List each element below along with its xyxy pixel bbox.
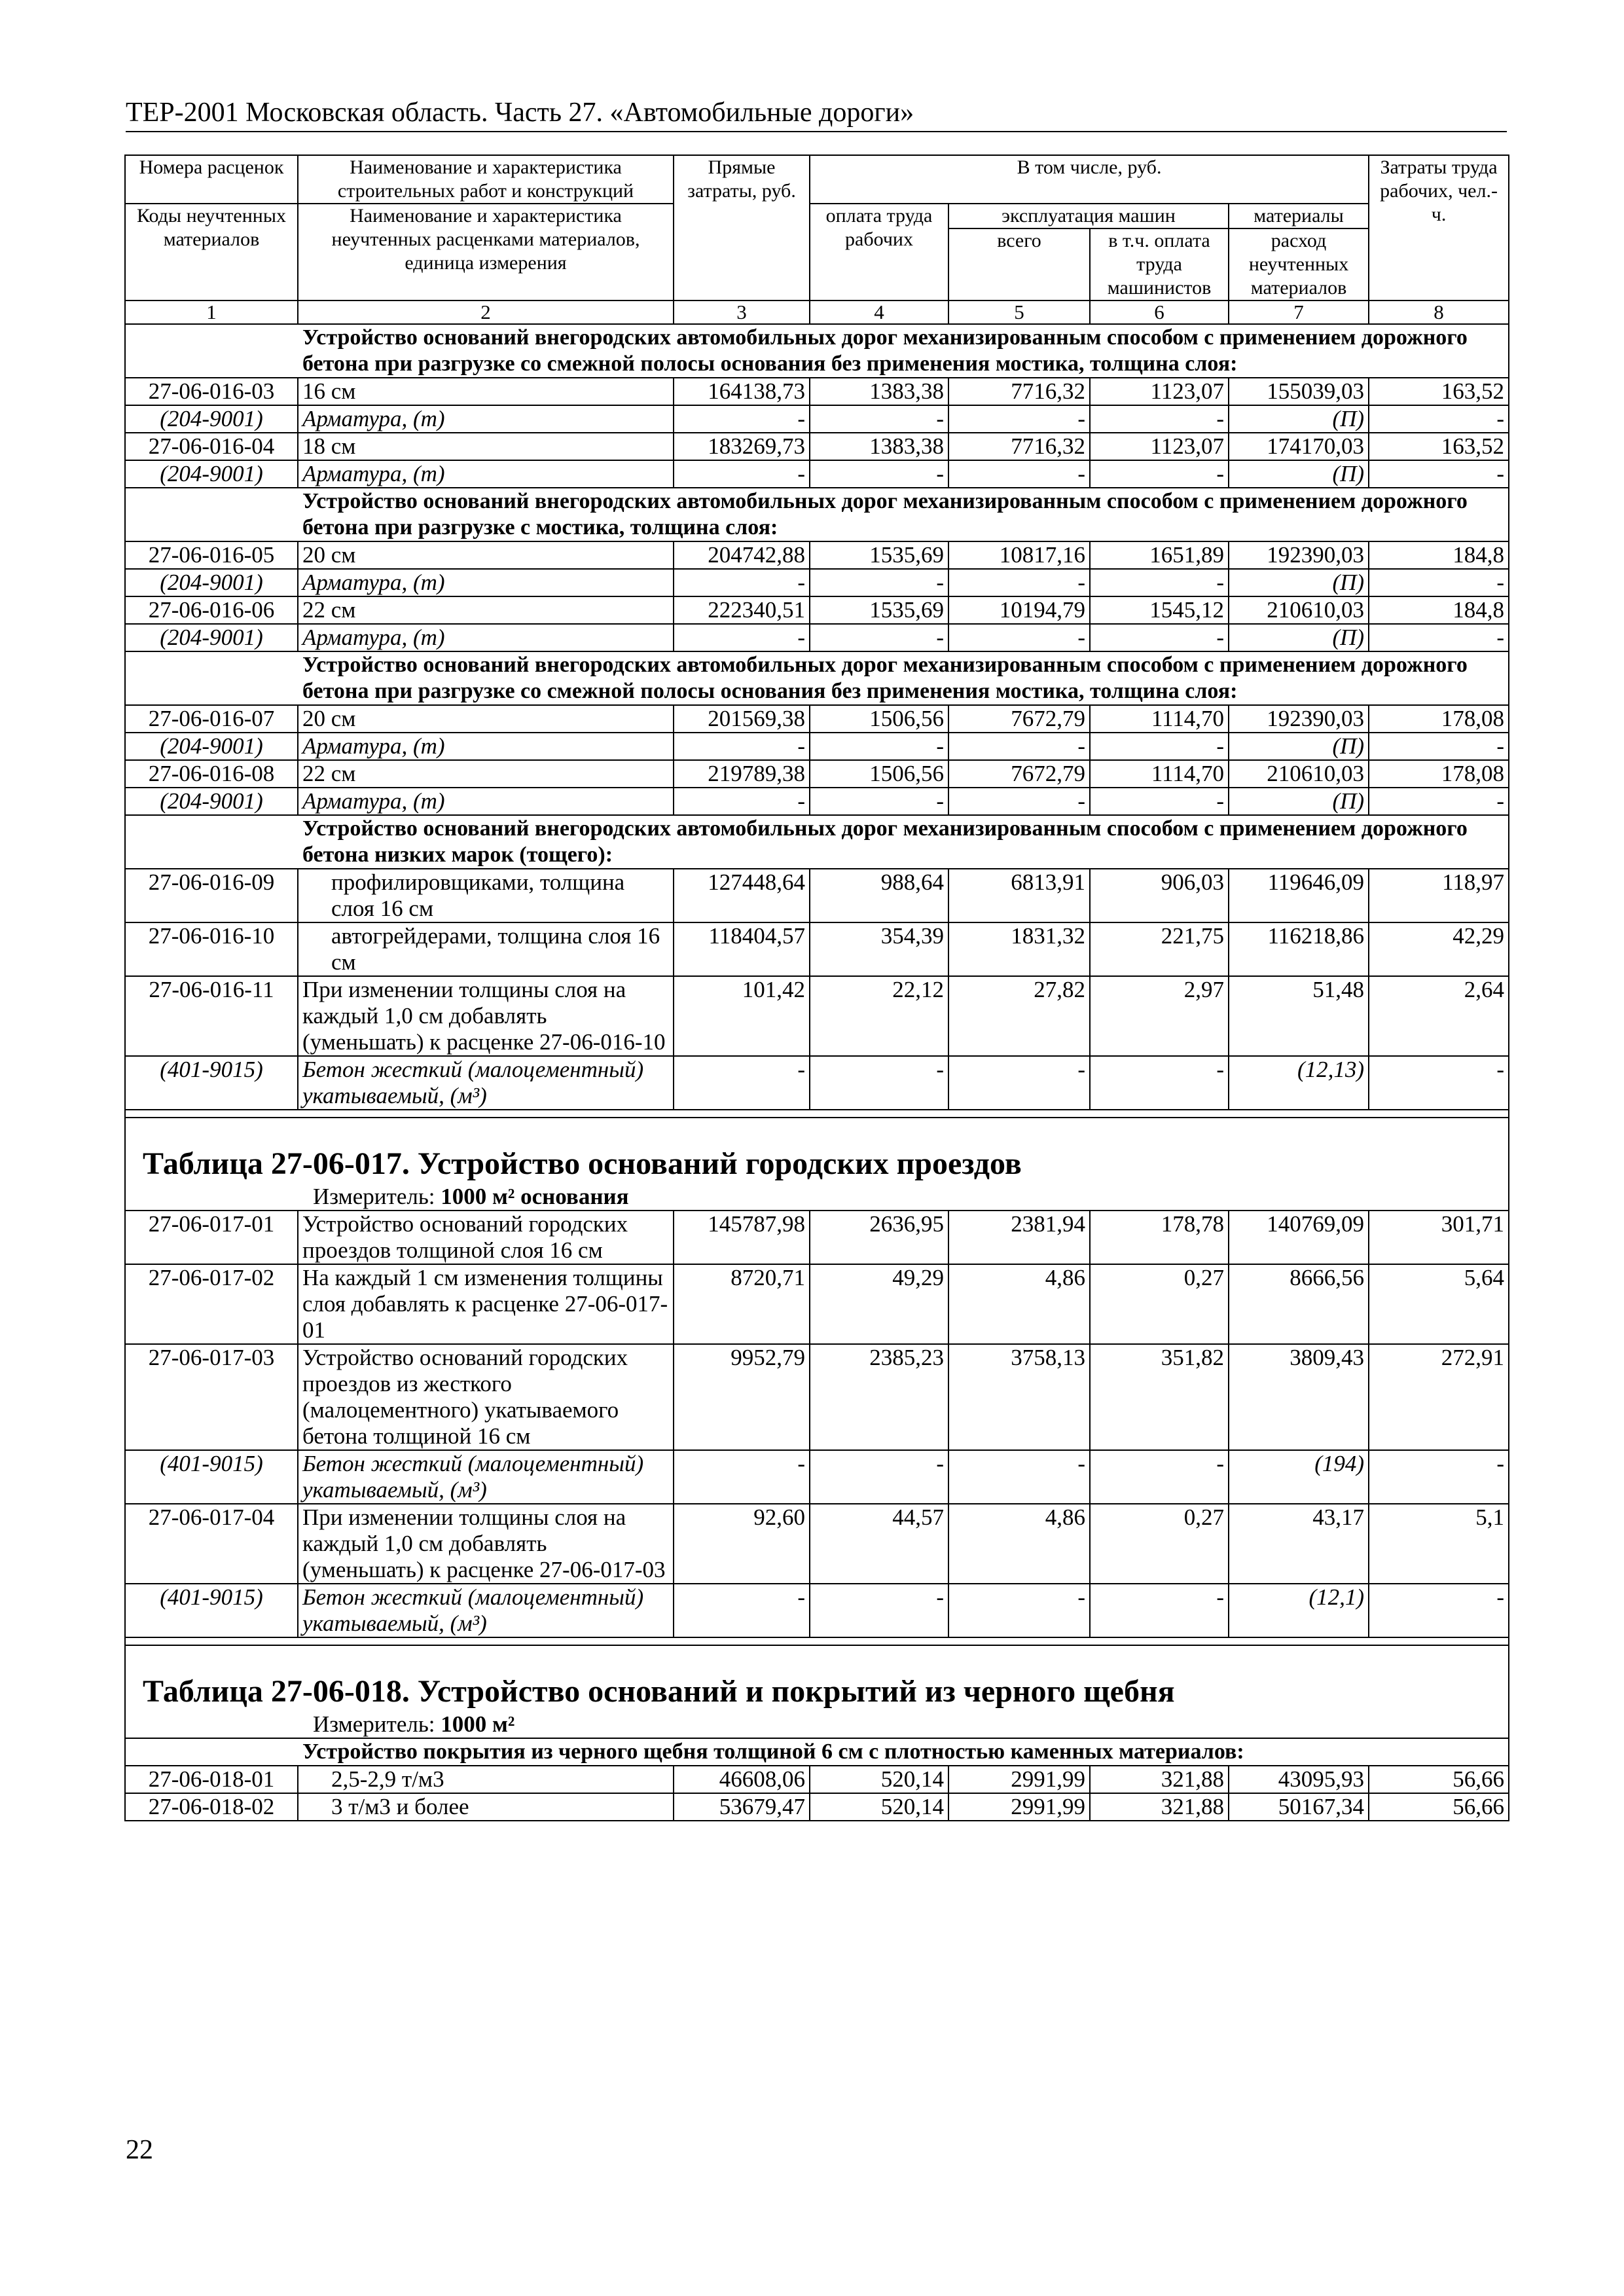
machines-cell: 7672,79 bbox=[948, 705, 1090, 733]
col-num: 6 bbox=[1090, 301, 1229, 324]
machinist-wages-cell: - bbox=[1090, 460, 1229, 488]
th-direct-costs: Прямые затраты, руб. bbox=[674, 155, 810, 301]
material-code: (401-9015) bbox=[125, 1056, 298, 1110]
material-code: (204-9001) bbox=[125, 569, 298, 596]
material-code: (204-9001) bbox=[125, 405, 298, 433]
machinist-wages-cell: 321,88 bbox=[1090, 1766, 1229, 1793]
materials-cell: (П) bbox=[1229, 405, 1369, 433]
page-number: 22 bbox=[126, 2135, 153, 2165]
machines-cell: - bbox=[948, 1584, 1090, 1637]
materials-cell: 50167,34 bbox=[1229, 1793, 1369, 1821]
machinist-wages-cell: - bbox=[1090, 1450, 1229, 1504]
machinist-wages-cell: - bbox=[1090, 1056, 1229, 1110]
material-row bbox=[125, 788, 1509, 815]
page-header: ТЕР-2001 Московская область. Часть 27. «Автомобильные дороги» bbox=[126, 96, 1507, 132]
machines-cell: 2991,99 bbox=[948, 1766, 1090, 1793]
rate-code: 27-06-016-06 bbox=[125, 596, 298, 624]
material-code: (204-9001) bbox=[125, 624, 298, 651]
material-row bbox=[125, 460, 1509, 488]
rate-code: 27-06-016-10 bbox=[125, 922, 298, 976]
direct-costs-cell: - bbox=[674, 1450, 810, 1504]
measure-label: Измеритель: bbox=[313, 1184, 441, 1209]
labor-cell: 301,71 bbox=[1369, 1211, 1509, 1264]
spacer bbox=[125, 1637, 1509, 1645]
labor-cell: 184,8 bbox=[1369, 596, 1509, 624]
th-machinist-wages: в т.ч. оплата труда машинистов bbox=[1090, 228, 1229, 301]
machines-cell: - bbox=[948, 569, 1090, 596]
machinist-wages-cell: 1123,07 bbox=[1090, 378, 1229, 405]
table-row bbox=[125, 976, 1509, 1056]
labor-cell: 56,66 bbox=[1369, 1766, 1509, 1793]
labor-cell: 56,66 bbox=[1369, 1793, 1509, 1821]
table-row bbox=[125, 541, 1509, 569]
th-machines-total: всего bbox=[948, 228, 1090, 301]
material-row bbox=[125, 405, 1509, 433]
labor-cell: 163,52 bbox=[1369, 378, 1509, 405]
direct-costs-cell: - bbox=[674, 624, 810, 651]
labor-cell: - bbox=[1369, 733, 1509, 760]
wages-cell: 1506,56 bbox=[810, 705, 948, 733]
labor-cell: 163,52 bbox=[1369, 433, 1509, 460]
work-name: 3 т/м3 и более bbox=[298, 1793, 674, 1821]
machines-cell: - bbox=[948, 1056, 1090, 1110]
wages-cell: - bbox=[810, 1450, 948, 1504]
labor-cell: - bbox=[1369, 1450, 1509, 1504]
th-material-use: расход неучтенных материалов bbox=[1229, 228, 1369, 301]
wages-cell: - bbox=[810, 733, 948, 760]
materials-cell: 51,48 bbox=[1229, 976, 1369, 1056]
rate-code: 27-06-016-08 bbox=[125, 760, 298, 788]
wages-cell: 2385,23 bbox=[810, 1344, 948, 1450]
rate-code: 27-06-017-03 bbox=[125, 1344, 298, 1450]
wages-cell: 988,64 bbox=[810, 869, 948, 922]
materials-cell: 192390,03 bbox=[1229, 541, 1369, 569]
col-num: 4 bbox=[810, 301, 948, 324]
section-title-row bbox=[125, 1738, 1509, 1766]
col-num: 2 bbox=[298, 301, 674, 324]
section-title: Устройство оснований внегородских автомобильных дорог механизированным способом с применением дорожного бетона низких марок (тощего): bbox=[125, 815, 1509, 869]
table-row bbox=[125, 705, 1509, 733]
machines-cell: - bbox=[948, 788, 1090, 815]
material-name: Арматура, (т) bbox=[298, 405, 674, 433]
wages-cell: 520,14 bbox=[810, 1793, 948, 1821]
work-name: 22 см bbox=[298, 596, 674, 624]
spacer-row bbox=[125, 1110, 1509, 1118]
materials-cell: 8666,56 bbox=[1229, 1264, 1369, 1344]
machines-cell: 7716,32 bbox=[948, 378, 1090, 405]
direct-costs-cell: - bbox=[674, 405, 810, 433]
table017-title-row bbox=[125, 1118, 1509, 1211]
direct-costs-cell: - bbox=[674, 1056, 810, 1110]
wages-cell: - bbox=[810, 788, 948, 815]
machinist-wages-cell: 221,75 bbox=[1090, 922, 1229, 976]
machines-cell: 1831,32 bbox=[948, 922, 1090, 976]
material-row bbox=[125, 624, 1509, 651]
rate-code: 27-06-016-11 bbox=[125, 976, 298, 1056]
measure-value: 1000 м² bbox=[441, 1711, 515, 1737]
material-row bbox=[125, 1450, 1509, 1504]
machinist-wages-cell: 0,27 bbox=[1090, 1504, 1229, 1584]
material-row bbox=[125, 569, 1509, 596]
work-name: На каждый 1 см изменения толщины слоя добавлять к расценке 27-06-017-01 bbox=[298, 1264, 674, 1344]
work-name: 20 см bbox=[298, 541, 674, 569]
materials-cell: 43095,93 bbox=[1229, 1766, 1369, 1793]
rate-code: 27-06-018-02 bbox=[125, 1793, 298, 1821]
labor-cell: - bbox=[1369, 624, 1509, 651]
price-table bbox=[124, 155, 1509, 1821]
section-title: Устройство покрытия из черного щебня толщиной 6 см с плотностью каменных материалов: bbox=[125, 1738, 1509, 1766]
labor-cell: 178,08 bbox=[1369, 760, 1509, 788]
direct-costs-cell: 222340,51 bbox=[674, 596, 810, 624]
material-code: (401-9015) bbox=[125, 1584, 298, 1637]
machines-cell: 6813,91 bbox=[948, 869, 1090, 922]
materials-cell: (П) bbox=[1229, 569, 1369, 596]
rate-code: 27-06-016-05 bbox=[125, 541, 298, 569]
direct-costs-cell: - bbox=[674, 788, 810, 815]
wages-cell: - bbox=[810, 405, 948, 433]
machines-cell: - bbox=[948, 405, 1090, 433]
section-title: Устройство оснований внегородских автомобильных дорог механизированным способом с применением дорожного бетона при разгрузке со смежной полосы основания без применения мостика, толщина слоя: bbox=[125, 324, 1509, 378]
wages-cell: 1383,38 bbox=[810, 433, 948, 460]
wages-cell: 2636,95 bbox=[810, 1211, 948, 1264]
work-name: При изменении толщины слоя на каждый 1,0 см добавлять (уменьшать) к расценке 27-06-016-10 bbox=[298, 976, 674, 1056]
machinist-wages-cell: 1545,12 bbox=[1090, 596, 1229, 624]
machinist-wages-cell: 178,78 bbox=[1090, 1211, 1229, 1264]
material-name: Арматура, (т) bbox=[298, 460, 674, 488]
direct-costs-cell: 201569,38 bbox=[674, 705, 810, 733]
th-col1-bottom: Коды неучтенных материалов bbox=[125, 204, 298, 301]
spacer bbox=[125, 1110, 1509, 1118]
machinist-wages-cell: - bbox=[1090, 624, 1229, 651]
rate-code: 27-06-017-04 bbox=[125, 1504, 298, 1584]
material-name: Бетон жесткий (малоцементный) укатываемый, (м³) bbox=[298, 1450, 674, 1504]
col-num: 7 bbox=[1229, 301, 1369, 324]
column-numbers-row bbox=[125, 301, 1509, 324]
material-name: Бетон жесткий (малоцементный) укатываемый, (м³) bbox=[298, 1056, 674, 1110]
material-name: Бетон жесткий (малоцементный) укатываемый, (м³) bbox=[298, 1584, 674, 1637]
machines-cell: 4,86 bbox=[948, 1264, 1090, 1344]
labor-cell: 272,91 bbox=[1369, 1344, 1509, 1450]
labor-cell: 178,08 bbox=[1369, 705, 1509, 733]
materials-cell: 155039,03 bbox=[1229, 378, 1369, 405]
table-row bbox=[125, 378, 1509, 405]
wages-cell: - bbox=[810, 460, 948, 488]
th-materials: материалы bbox=[1229, 204, 1369, 228]
direct-costs-cell: 145787,98 bbox=[674, 1211, 810, 1264]
wages-cell: 354,39 bbox=[810, 922, 948, 976]
material-code: (204-9001) bbox=[125, 788, 298, 815]
th-machines: эксплуатация машин bbox=[948, 204, 1229, 228]
material-code: (204-9001) bbox=[125, 460, 298, 488]
labor-cell: 42,29 bbox=[1369, 922, 1509, 976]
machinist-wages-cell: - bbox=[1090, 1584, 1229, 1637]
labor-cell: 2,64 bbox=[1369, 976, 1509, 1056]
material-code: (401-9015) bbox=[125, 1450, 298, 1504]
machines-cell: - bbox=[948, 624, 1090, 651]
materials-cell: (194) bbox=[1229, 1450, 1369, 1504]
labor-cell: - bbox=[1369, 460, 1509, 488]
direct-costs-cell: - bbox=[674, 733, 810, 760]
materials-cell: (П) bbox=[1229, 460, 1369, 488]
machinist-wages-cell: - bbox=[1090, 788, 1229, 815]
table-row bbox=[125, 433, 1509, 460]
wages-cell: 49,29 bbox=[810, 1264, 948, 1344]
materials-cell: 3809,43 bbox=[1229, 1344, 1369, 1450]
labor-cell: 118,97 bbox=[1369, 869, 1509, 922]
materials-cell: 210610,03 bbox=[1229, 760, 1369, 788]
header-row-1 bbox=[125, 155, 1509, 204]
machinist-wages-cell: 906,03 bbox=[1090, 869, 1229, 922]
machinist-wages-cell: 1114,70 bbox=[1090, 705, 1229, 733]
wages-cell: 520,14 bbox=[810, 1766, 948, 1793]
wages-cell: - bbox=[810, 569, 948, 596]
labor-cell: 5,64 bbox=[1369, 1264, 1509, 1344]
header-row-2 bbox=[125, 204, 1509, 228]
machines-cell: 7716,32 bbox=[948, 433, 1090, 460]
materials-cell: 43,17 bbox=[1229, 1504, 1369, 1584]
direct-costs-cell: - bbox=[674, 569, 810, 596]
rate-code: 27-06-017-02 bbox=[125, 1264, 298, 1344]
rate-code: 27-06-018-01 bbox=[125, 1766, 298, 1793]
table-row bbox=[125, 596, 1509, 624]
wages-cell: 44,57 bbox=[810, 1504, 948, 1584]
direct-costs-cell: 92,60 bbox=[674, 1504, 810, 1584]
work-name: профилировщиками, толщина слоя 16 см bbox=[298, 869, 674, 922]
th-col2-top: Наименование и характеристика строительных работ и конструкций bbox=[298, 155, 674, 204]
labor-cell: - bbox=[1369, 788, 1509, 815]
table-row bbox=[125, 1793, 1509, 1821]
machines-cell: 4,86 bbox=[948, 1504, 1090, 1584]
machinist-wages-cell: 1651,89 bbox=[1090, 541, 1229, 569]
rate-code: 27-06-016-03 bbox=[125, 378, 298, 405]
th-col2-bottom: Наименование и характеристика неучтенных расценками материалов, единица измерения bbox=[298, 204, 674, 301]
col-num: 1 bbox=[125, 301, 298, 324]
col-num: 8 bbox=[1369, 301, 1509, 324]
wages-cell: - bbox=[810, 1584, 948, 1637]
materials-cell: 210610,03 bbox=[1229, 596, 1369, 624]
th-labor-costs: Затраты труда рабочих, чел.-ч. bbox=[1369, 155, 1509, 301]
materials-cell: (П) bbox=[1229, 733, 1369, 760]
wages-cell: 1506,56 bbox=[810, 760, 948, 788]
col-num: 3 bbox=[674, 301, 810, 324]
direct-costs-cell: - bbox=[674, 460, 810, 488]
work-name: Устройство оснований городских проездов толщиной слоя 16 см bbox=[298, 1211, 674, 1264]
measure-line bbox=[130, 1711, 1504, 1738]
table-row bbox=[125, 922, 1509, 976]
material-name: Арматура, (т) bbox=[298, 733, 674, 760]
machinist-wages-cell: - bbox=[1090, 733, 1229, 760]
wages-cell: - bbox=[810, 624, 948, 651]
work-name: 20 см bbox=[298, 705, 674, 733]
direct-costs-cell: 204742,88 bbox=[674, 541, 810, 569]
th-group: В том числе, руб. bbox=[810, 155, 1369, 204]
direct-costs-cell: 53679,47 bbox=[674, 1793, 810, 1821]
machines-cell: 10817,16 bbox=[948, 541, 1090, 569]
measure-line bbox=[130, 1184, 1504, 1210]
labor-cell: - bbox=[1369, 569, 1509, 596]
direct-costs-cell: 127448,64 bbox=[674, 869, 810, 922]
machines-cell: 7672,79 bbox=[948, 760, 1090, 788]
table-row bbox=[125, 760, 1509, 788]
materials-cell: 119646,09 bbox=[1229, 869, 1369, 922]
material-row bbox=[125, 733, 1509, 760]
table017-title-row-cell bbox=[125, 1118, 1509, 1211]
section-title-row bbox=[125, 651, 1509, 705]
table-row bbox=[125, 1211, 1509, 1264]
machines-cell: - bbox=[948, 460, 1090, 488]
wages-cell: 1535,69 bbox=[810, 596, 948, 624]
machines-cell: 10194,79 bbox=[948, 596, 1090, 624]
direct-costs-cell: 164138,73 bbox=[674, 378, 810, 405]
labor-cell: - bbox=[1369, 1056, 1509, 1110]
materials-cell: 174170,03 bbox=[1229, 433, 1369, 460]
material-row bbox=[125, 1584, 1509, 1637]
work-name: Устройство оснований городских проездов из жесткого (малоцементного) укатываемого бетона толщиной 16 см bbox=[298, 1344, 674, 1450]
materials-cell: (П) bbox=[1229, 624, 1369, 651]
labor-cell: 5,1 bbox=[1369, 1504, 1509, 1584]
material-name: Арматура, (т) bbox=[298, 624, 674, 651]
direct-costs-cell: 183269,73 bbox=[674, 433, 810, 460]
work-name: 16 см bbox=[298, 378, 674, 405]
materials-cell: 116218,86 bbox=[1229, 922, 1369, 976]
machinist-wages-cell: 0,27 bbox=[1090, 1264, 1229, 1344]
machines-cell: 2381,94 bbox=[948, 1211, 1090, 1264]
machines-cell: - bbox=[948, 1450, 1090, 1504]
materials-cell: (12,1) bbox=[1229, 1584, 1369, 1637]
direct-costs-cell: 118404,57 bbox=[674, 922, 810, 976]
table-title: Таблица 27-06-017. Устройство оснований городских проездов bbox=[143, 1146, 1022, 1181]
direct-costs-cell: 46608,06 bbox=[674, 1766, 810, 1793]
table-title: Таблица 27-06-018. Устройство оснований и покрытий из черного щебня bbox=[143, 1674, 1175, 1709]
machines-cell: 27,82 bbox=[948, 976, 1090, 1056]
machinist-wages-cell: 1114,70 bbox=[1090, 760, 1229, 788]
table018-title-row-cell bbox=[125, 1645, 1509, 1738]
wages-cell: 1383,38 bbox=[810, 378, 948, 405]
section-title-row bbox=[125, 324, 1509, 378]
direct-costs-cell: 9952,79 bbox=[674, 1344, 810, 1450]
machinist-wages-cell: - bbox=[1090, 569, 1229, 596]
table-row bbox=[125, 1344, 1509, 1450]
machinist-wages-cell: - bbox=[1090, 405, 1229, 433]
machinist-wages-cell: 351,82 bbox=[1090, 1344, 1229, 1450]
direct-costs-cell: - bbox=[674, 1584, 810, 1637]
rate-code: 27-06-016-09 bbox=[125, 869, 298, 922]
direct-costs-cell: 101,42 bbox=[674, 976, 810, 1056]
machinist-wages-cell: 1123,07 bbox=[1090, 433, 1229, 460]
materials-cell: 140769,09 bbox=[1229, 1211, 1369, 1264]
material-code: (204-9001) bbox=[125, 733, 298, 760]
section-title-row bbox=[125, 488, 1509, 541]
measure-label: Измеритель: bbox=[313, 1711, 441, 1737]
machinist-wages-cell: 2,97 bbox=[1090, 976, 1229, 1056]
wages-cell: - bbox=[810, 1056, 948, 1110]
machines-cell: 3758,13 bbox=[948, 1344, 1090, 1450]
spacer-row bbox=[125, 1637, 1509, 1645]
section-title: Устройство оснований внегородских автомобильных дорог механизированным способом с применением дорожного бетона при разгрузке со смежной полосы основания без применения мостика, толщина слоя: bbox=[125, 651, 1509, 705]
labor-cell: 184,8 bbox=[1369, 541, 1509, 569]
material-name: Арматура, (т) bbox=[298, 788, 674, 815]
measure-value: 1000 м² основания bbox=[441, 1184, 629, 1209]
direct-costs-cell: 219789,38 bbox=[674, 760, 810, 788]
labor-cell: - bbox=[1369, 1584, 1509, 1637]
table-row bbox=[125, 869, 1509, 922]
table-row bbox=[125, 1504, 1509, 1584]
th-col1-top: Номера расценок bbox=[125, 155, 298, 204]
rate-code: 27-06-016-07 bbox=[125, 705, 298, 733]
rate-code: 27-06-017-01 bbox=[125, 1211, 298, 1264]
wages-cell: 22,12 bbox=[810, 976, 948, 1056]
materials-cell: (12,13) bbox=[1229, 1056, 1369, 1110]
machinist-wages-cell: 321,88 bbox=[1090, 1793, 1229, 1821]
table-row bbox=[125, 1264, 1509, 1344]
section-title-row bbox=[125, 815, 1509, 869]
rate-code: 27-06-016-04 bbox=[125, 433, 298, 460]
col-num: 5 bbox=[948, 301, 1090, 324]
table-row bbox=[125, 1766, 1509, 1793]
work-name: При изменении толщины слоя на каждый 1,0 см добавлять (уменьшать) к расценке 27-06-017-03 bbox=[298, 1504, 674, 1584]
wages-cell: 1535,69 bbox=[810, 541, 948, 569]
direct-costs-cell: 8720,71 bbox=[674, 1264, 810, 1344]
work-name: 22 см bbox=[298, 760, 674, 788]
materials-cell: (П) bbox=[1229, 788, 1369, 815]
materials-cell: 192390,03 bbox=[1229, 705, 1369, 733]
work-name: автогрейдерами, толщина слоя 16 см bbox=[298, 922, 674, 976]
material-row bbox=[125, 1056, 1509, 1110]
work-name: 18 см bbox=[298, 433, 674, 460]
section-title: Устройство оснований внегородских автомобильных дорог механизированным способом с применением дорожного бетона при разгрузке с мостика, толщина слоя: bbox=[125, 488, 1509, 541]
machines-cell: 2991,99 bbox=[948, 1793, 1090, 1821]
material-name: Арматура, (т) bbox=[298, 569, 674, 596]
machines-cell: - bbox=[948, 733, 1090, 760]
work-name: 2,5-2,9 т/м3 bbox=[298, 1766, 674, 1793]
labor-cell: - bbox=[1369, 405, 1509, 433]
table018-title-row bbox=[125, 1645, 1509, 1738]
th-wages: оплата труда рабочих bbox=[810, 204, 948, 301]
